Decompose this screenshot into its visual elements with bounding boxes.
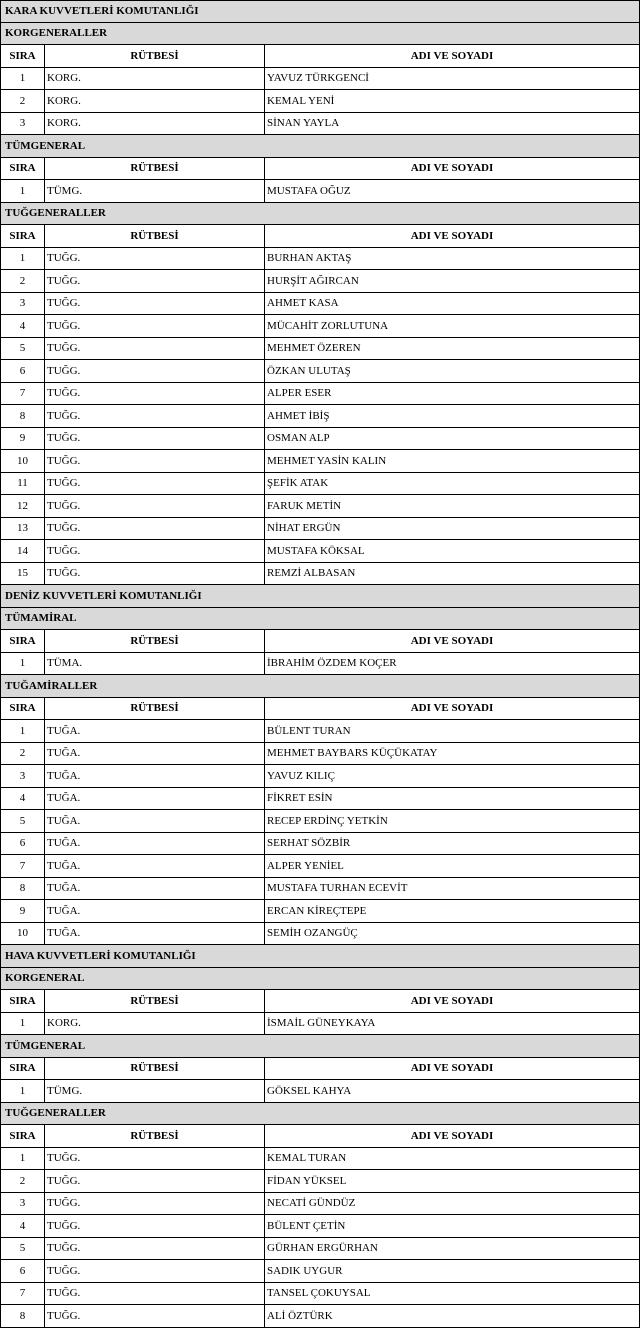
row-name: NİHAT ERGÜN bbox=[267, 522, 341, 535]
row-number: 13 bbox=[1, 518, 45, 540]
table-row bbox=[0, 1013, 640, 1036]
table-row bbox=[0, 90, 640, 113]
row-name: AHMET KASA bbox=[267, 297, 339, 310]
group-title: KORGENERAL bbox=[0, 968, 640, 991]
table-row bbox=[0, 1283, 640, 1306]
table-row bbox=[0, 1080, 640, 1103]
row-number: 3 bbox=[1, 113, 45, 135]
row-number: 4 bbox=[1, 788, 45, 810]
column-header-ad: ADI VE SOYADI bbox=[410, 702, 494, 715]
row-rank: TUĞA. bbox=[45, 788, 265, 810]
row-rank: TUĞG. bbox=[45, 1170, 265, 1192]
row-number: 8 bbox=[1, 405, 45, 427]
row-rank: TUĞA. bbox=[45, 810, 265, 832]
row-name: MUSTAFA TURHAN ECEVİT bbox=[267, 882, 408, 895]
row-rank: TUĞG. bbox=[45, 1283, 265, 1305]
row-name: HURŞİT AĞIRCAN bbox=[267, 274, 359, 287]
table-row bbox=[0, 293, 640, 316]
table-row bbox=[0, 428, 640, 451]
table-row bbox=[0, 1260, 640, 1283]
row-name: ÖZKAN ULUTAŞ bbox=[267, 364, 351, 377]
group-title: TUĞGENERALLER bbox=[0, 1103, 640, 1126]
row-number: 1 bbox=[1, 68, 45, 90]
table-row bbox=[0, 1148, 640, 1171]
column-header-ad: ADI VE SOYADI bbox=[410, 229, 494, 242]
row-name: ALPER ESER bbox=[267, 387, 332, 400]
column-header-rutbe: RÜTBESİ bbox=[45, 225, 265, 247]
row-rank: TUĞG. bbox=[45, 1260, 265, 1282]
table-row bbox=[0, 878, 640, 901]
row-name: FİKRET ESİN bbox=[267, 792, 333, 805]
column-header-row bbox=[0, 990, 640, 1013]
row-rank: TUĞG. bbox=[45, 338, 265, 360]
table-row bbox=[0, 540, 640, 563]
row-number: 14 bbox=[1, 540, 45, 562]
table-row bbox=[0, 720, 640, 743]
column-header-row bbox=[0, 1058, 640, 1081]
row-number: 1 bbox=[1, 180, 45, 202]
row-number: 4 bbox=[1, 315, 45, 337]
table-row bbox=[0, 383, 640, 406]
table-row bbox=[0, 923, 640, 946]
row-name: REMZİ ALBASAN bbox=[267, 567, 356, 580]
row-name: GÜRHAN ERGÜRHAN bbox=[267, 1242, 378, 1255]
row-rank: TUĞG. bbox=[45, 1193, 265, 1215]
row-number: 5 bbox=[1, 810, 45, 832]
row-number: 1 bbox=[1, 248, 45, 270]
row-rank: TUĞG. bbox=[45, 248, 265, 270]
row-rank: TUĞG. bbox=[45, 518, 265, 540]
table-row bbox=[0, 113, 640, 136]
row-number: 15 bbox=[1, 563, 45, 585]
row-name: MEHMET YASİN KALIN bbox=[267, 454, 387, 467]
row-number: 1 bbox=[1, 653, 45, 675]
column-header-ad: ADI VE SOYADI bbox=[410, 1062, 494, 1075]
row-rank: TUĞG. bbox=[45, 383, 265, 405]
column-header-rutbe: RÜTBESİ bbox=[45, 990, 265, 1012]
row-name: YAVUZ KILIÇ bbox=[267, 769, 335, 782]
row-name: RECEP ERDİNÇ YETKİN bbox=[267, 814, 388, 827]
group-title: TUĞGENERALLER bbox=[0, 203, 640, 226]
table-row bbox=[0, 653, 640, 676]
table-row bbox=[0, 810, 640, 833]
row-name: MUSTAFA OĞUZ bbox=[267, 184, 351, 197]
row-name: SERHAT SÖZBİR bbox=[267, 837, 351, 850]
row-name: YAVUZ TÜRKGENCİ bbox=[267, 72, 369, 85]
row-rank: TUĞG. bbox=[45, 540, 265, 562]
table-row bbox=[0, 450, 640, 473]
column-header-sira: SIRA bbox=[1, 1058, 45, 1080]
table-row bbox=[0, 765, 640, 788]
column-header-row bbox=[0, 225, 640, 248]
row-name: İBRAHİM ÖZDEM KOÇER bbox=[267, 657, 397, 670]
row-number: 1 bbox=[1, 1080, 45, 1102]
row-number: 7 bbox=[1, 855, 45, 877]
row-name: İSMAİL GÜNEYKAYA bbox=[267, 1017, 376, 1030]
column-header-rutbe: RÜTBESİ bbox=[45, 630, 265, 652]
row-rank: TUĞG. bbox=[45, 473, 265, 495]
table-row bbox=[0, 338, 640, 361]
table-row bbox=[0, 788, 640, 811]
row-rank: KORG. bbox=[45, 1013, 265, 1035]
row-rank: KORG. bbox=[45, 68, 265, 90]
row-name: NECATİ GÜNDÜZ bbox=[267, 1197, 356, 1210]
row-rank: TUĞA. bbox=[45, 765, 265, 787]
table-row bbox=[0, 855, 640, 878]
row-number: 12 bbox=[1, 495, 45, 517]
row-number: 5 bbox=[1, 338, 45, 360]
row-rank: TUĞG. bbox=[45, 563, 265, 585]
row-rank: TUĞA. bbox=[45, 923, 265, 945]
row-name: BÜLENT ÇETİN bbox=[267, 1219, 346, 1232]
table-row bbox=[0, 495, 640, 518]
row-name: FİDAN YÜKSEL bbox=[267, 1174, 347, 1187]
table-row bbox=[0, 518, 640, 541]
row-rank: TUĞG. bbox=[45, 1305, 265, 1327]
column-header-row bbox=[0, 45, 640, 68]
group-title: KORGENERALLER bbox=[0, 23, 640, 46]
row-number: 5 bbox=[1, 1238, 45, 1260]
column-header-row bbox=[0, 158, 640, 181]
row-name: BURHAN AKTAŞ bbox=[267, 252, 352, 265]
row-name: SEMİH OZANGÜÇ bbox=[267, 927, 358, 940]
row-rank: TUĞG. bbox=[45, 428, 265, 450]
row-rank: TÜMA. bbox=[45, 653, 265, 675]
table-row bbox=[0, 248, 640, 271]
row-rank: TUĞA. bbox=[45, 855, 265, 877]
column-header-row bbox=[0, 1125, 640, 1148]
row-number: 6 bbox=[1, 1260, 45, 1282]
row-rank: TÜMG. bbox=[45, 180, 265, 202]
group-title: TÜMGENERAL bbox=[0, 135, 640, 158]
row-rank: TUĞG. bbox=[45, 405, 265, 427]
section-title: HAVA KUVVETLERİ KOMUTANLIĞI bbox=[0, 945, 640, 968]
row-rank: TUĞG. bbox=[45, 315, 265, 337]
column-header-sira: SIRA bbox=[1, 630, 45, 652]
table-row bbox=[0, 1305, 640, 1328]
row-name: KEMAL TURAN bbox=[267, 1152, 347, 1165]
row-name: ALPER YENİEL bbox=[267, 859, 344, 872]
row-name: AHMET İBİŞ bbox=[267, 409, 330, 422]
row-rank: TUĞG. bbox=[45, 1148, 265, 1170]
row-name: MÜCAHİT ZORLUTUNA bbox=[267, 319, 389, 332]
column-header-ad: ADI VE SOYADI bbox=[410, 1129, 494, 1142]
row-rank: TUĞG. bbox=[45, 270, 265, 292]
row-number: 10 bbox=[1, 450, 45, 472]
column-header-sira: SIRA bbox=[1, 158, 45, 180]
column-header-ad: ADI VE SOYADI bbox=[410, 162, 494, 175]
row-number: 7 bbox=[1, 1283, 45, 1305]
row-rank: KORG. bbox=[45, 113, 265, 135]
column-header-sira: SIRA bbox=[1, 1125, 45, 1147]
table-row bbox=[0, 315, 640, 338]
column-header-ad: ADI VE SOYADI bbox=[410, 49, 494, 62]
row-rank: KORG. bbox=[45, 90, 265, 112]
row-rank: TUĞG. bbox=[45, 495, 265, 517]
column-header-ad: ADI VE SOYADI bbox=[410, 634, 494, 647]
row-number: 6 bbox=[1, 360, 45, 382]
row-rank: TUĞG. bbox=[45, 293, 265, 315]
row-rank: TUĞG. bbox=[45, 360, 265, 382]
row-number: 3 bbox=[1, 765, 45, 787]
row-number: 8 bbox=[1, 1305, 45, 1327]
table-row bbox=[0, 1170, 640, 1193]
row-number: 2 bbox=[1, 743, 45, 765]
column-header-row bbox=[0, 630, 640, 653]
table-row bbox=[0, 473, 640, 496]
row-name: ERCAN KİREÇTEPE bbox=[267, 904, 367, 917]
row-number: 2 bbox=[1, 270, 45, 292]
column-header-rutbe: RÜTBESİ bbox=[45, 698, 265, 720]
group-title: TUĞAMİRALLER bbox=[0, 675, 640, 698]
row-name: FARUK METİN bbox=[267, 499, 342, 512]
row-name: OSMAN ALP bbox=[267, 432, 330, 445]
row-name: SADIK UYGUR bbox=[267, 1264, 343, 1277]
row-rank: TUĞA. bbox=[45, 743, 265, 765]
group-title: TÜMGENERAL bbox=[0, 1035, 640, 1058]
row-number: 1 bbox=[1, 720, 45, 742]
row-number: 9 bbox=[1, 428, 45, 450]
group-title: TÜMAMİRAL bbox=[0, 608, 640, 631]
row-rank: TUĞA. bbox=[45, 900, 265, 922]
row-name: GÖKSEL KAHYA bbox=[267, 1084, 352, 1097]
row-name: ŞEFİK ATAK bbox=[267, 477, 329, 490]
row-number: 1 bbox=[1, 1148, 45, 1170]
table-row bbox=[0, 743, 640, 766]
column-header-rutbe: RÜTBESİ bbox=[45, 1125, 265, 1147]
table-row bbox=[0, 833, 640, 856]
row-number: 10 bbox=[1, 923, 45, 945]
row-number: 11 bbox=[1, 473, 45, 495]
row-number: 4 bbox=[1, 1215, 45, 1237]
row-name: KEMAL YENİ bbox=[267, 94, 335, 107]
row-rank: TUĞG. bbox=[45, 1215, 265, 1237]
section-title: KARA KUVVETLERİ KOMUTANLIĞI bbox=[0, 0, 640, 23]
table-row bbox=[0, 1215, 640, 1238]
table-row bbox=[0, 405, 640, 428]
row-number: 1 bbox=[1, 1013, 45, 1035]
row-number: 7 bbox=[1, 383, 45, 405]
table-row bbox=[0, 563, 640, 586]
row-name: MEHMET ÖZEREN bbox=[267, 342, 361, 355]
column-header-rutbe: RÜTBESİ bbox=[45, 1058, 265, 1080]
row-name: SİNAN YAYLA bbox=[267, 117, 340, 130]
table-row bbox=[0, 360, 640, 383]
column-header-sira: SIRA bbox=[1, 698, 45, 720]
table-row bbox=[0, 1238, 640, 1261]
column-header-sira: SIRA bbox=[1, 990, 45, 1012]
row-name: BÜLENT TURAN bbox=[267, 724, 351, 737]
column-header-ad: ADI VE SOYADI bbox=[410, 994, 494, 1007]
row-number: 8 bbox=[1, 878, 45, 900]
row-rank: TUĞA. bbox=[45, 878, 265, 900]
column-header-rutbe: RÜTBESİ bbox=[45, 45, 265, 67]
row-number: 9 bbox=[1, 900, 45, 922]
row-number: 3 bbox=[1, 1193, 45, 1215]
row-name: ALİ ÖZTÜRK bbox=[267, 1309, 333, 1322]
row-rank: TUĞG. bbox=[45, 450, 265, 472]
table-row bbox=[0, 68, 640, 91]
column-header-row bbox=[0, 698, 640, 721]
row-name: MUSTAFA KÖKSAL bbox=[267, 544, 365, 557]
row-number: 2 bbox=[1, 90, 45, 112]
row-rank: TUĞA. bbox=[45, 833, 265, 855]
row-number: 2 bbox=[1, 1170, 45, 1192]
table-row bbox=[0, 270, 640, 293]
row-name: MEHMET BAYBARS KÜÇÜKATAY bbox=[267, 747, 438, 760]
column-header-rutbe: RÜTBESİ bbox=[45, 158, 265, 180]
section-title: DENİZ KUVVETLERİ KOMUTANLIĞI bbox=[0, 585, 640, 608]
column-header-sira: SIRA bbox=[1, 45, 45, 67]
row-rank: TUĞA. bbox=[45, 720, 265, 742]
table-row bbox=[0, 1193, 640, 1216]
table-row bbox=[0, 900, 640, 923]
row-rank: TUĞG. bbox=[45, 1238, 265, 1260]
row-rank: TÜMG. bbox=[45, 1080, 265, 1102]
row-number: 6 bbox=[1, 833, 45, 855]
row-name: TANSEL ÇOKUYSAL bbox=[267, 1287, 371, 1300]
row-number: 3 bbox=[1, 293, 45, 315]
column-header-sira: SIRA bbox=[1, 225, 45, 247]
table-row bbox=[0, 180, 640, 203]
